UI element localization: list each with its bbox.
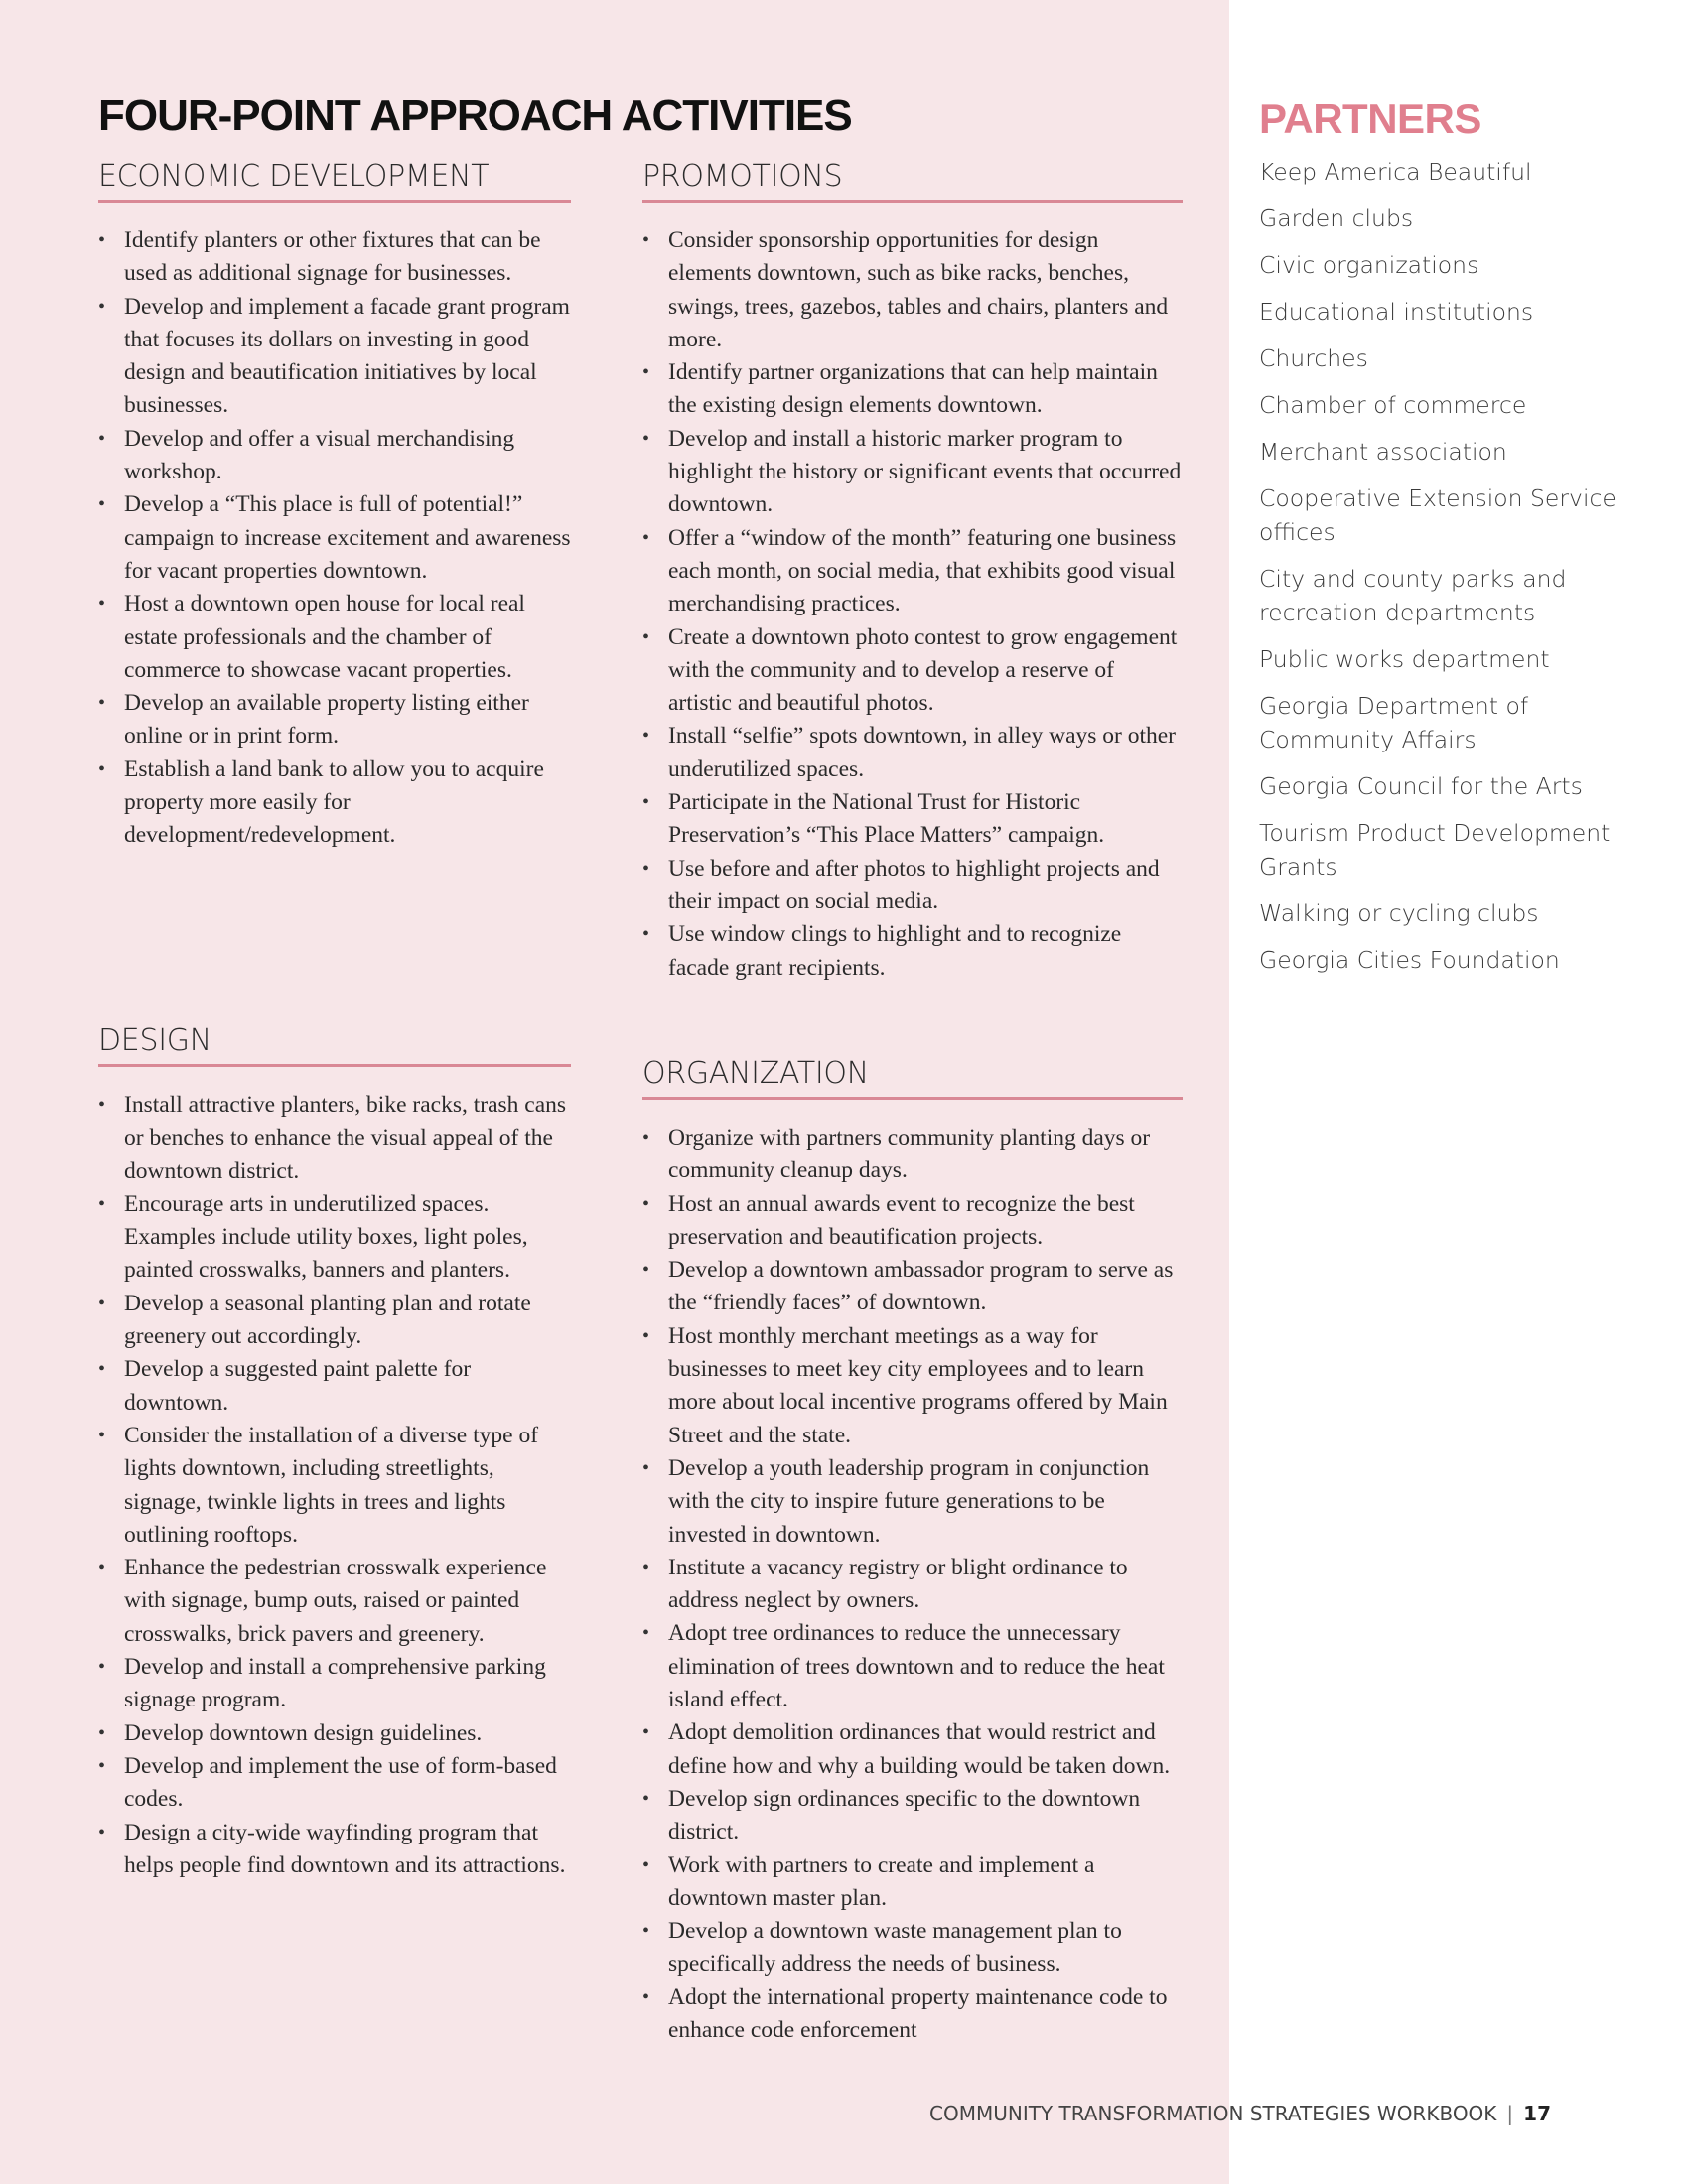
bullet-item: • Work with partners to create and implement a downtown master plan. bbox=[642, 1849, 1183, 1916]
partner-item: Georgia Council for the Arts bbox=[1259, 772, 1583, 800]
bullet-item: • Institute a vacancy registry or blight ordinance to address neglect by owners. bbox=[642, 1552, 1183, 1618]
partners-heading: PARTNERS bbox=[1259, 95, 1481, 142]
bullet-item: • Participate in the National Trust for Historic Preservation’s “This Place Matters” campaign. bbox=[642, 786, 1183, 853]
partner-item: City and county parks and recreation departments bbox=[1259, 565, 1567, 626]
bullet-item: • Develop and offer a visual merchandising workshop. bbox=[98, 423, 571, 489]
bullet-item: • Encourage arts in underutilized spaces. Examples include utility boxes, light poles, painted crosswalks, banners and planters. bbox=[98, 1188, 571, 1288]
bullet-item: • Host an annual awards event to recognize the best preservation and beautification projects. bbox=[642, 1188, 1183, 1255]
partner-item: Churches bbox=[1259, 344, 1368, 372]
bullet-item: • Consider the installation of a diverse type of lights downtown, including streetlights, signage, twinkle lights in trees and lights outlining rooftops. bbox=[98, 1420, 571, 1552]
organization-section bbox=[642, 1056, 1183, 2047]
bullet-item: • Develop a youth leadership program in conjunction with the city to inspire future generations to be invested in downtown. bbox=[642, 1452, 1183, 1552]
bullet-item: • Develop an available property listing either online or in print form. bbox=[98, 687, 571, 753]
bullet-item: • Enhance the pedestrian crosswalk experience with signage, bump outs, raised or painted crosswalks, brick pavers and greenery. bbox=[98, 1552, 571, 1651]
promotions-heading: PROMOTIONS bbox=[642, 159, 1183, 203]
bullet-item: • Develop and implement the use of form-based codes. bbox=[98, 1750, 571, 1817]
design-list bbox=[98, 1089, 571, 1882]
bullet-item: • Develop and implement a facade grant program that focuses its dollars on investing in good design and beautification initiatives by local businesses. bbox=[98, 291, 571, 423]
bullet-item: • Organize with partners community planting days or community cleanup days. bbox=[642, 1122, 1183, 1188]
bullet-item: • Identify partner organizations that can help maintain the existing design elements downtown. bbox=[642, 356, 1183, 423]
economic-development-list bbox=[98, 224, 571, 853]
footer-separator: | bbox=[1506, 2102, 1514, 2125]
bullet-item: • Consider sponsorship opportunities for design elements downtown, such as bike racks, benches, swings, trees, gazebos, tables and chairs, planters and more. bbox=[642, 224, 1183, 356]
organization-heading: ORGANIZATION bbox=[642, 1056, 1183, 1100]
bullet-item: • Adopt demolition ordinances that would restrict and define how and why a building would be taken down. bbox=[642, 1716, 1183, 1783]
design-heading: DESIGN bbox=[98, 1024, 571, 1067]
bullet-item: • Use window clings to highlight and to recognize facade grant recipients. bbox=[642, 918, 1183, 985]
bullet-item: • Install “selfie” spots downtown, in alley ways or other underutilized spaces. bbox=[642, 720, 1183, 786]
bullet-item: • Develop and install a historic marker program to highlight the history or significant events that occurred downtown. bbox=[642, 423, 1183, 522]
partner-item: Georgia Department of Community Affairs bbox=[1259, 692, 1529, 753]
economic-development-heading: ECONOMIC DEVELOPMENT bbox=[98, 159, 571, 203]
partner-item: Walking or cycling clubs bbox=[1259, 899, 1539, 927]
bullet-item: • Identify planters or other fixtures that can be used as additional signage for businesses. bbox=[98, 224, 571, 291]
bullet-item: • Establish a land bank to allow you to acquire property more easily for development/redevelopment. bbox=[98, 753, 571, 853]
bullet-item: • Adopt tree ordinances to reduce the unnecessary elimination of trees downtown and to reduce the heat island effect. bbox=[642, 1617, 1183, 1716]
bullet-item: • Design a city-wide wayfinding program that helps people find downtown and its attractions. bbox=[98, 1817, 571, 1883]
design-section bbox=[98, 1024, 571, 1882]
bullet-item: • Develop a downtown waste management plan to specifically address the needs of business. bbox=[642, 1915, 1183, 1981]
economic-development-section bbox=[98, 159, 571, 853]
bullet-item: • Use before and after photos to highlight projects and their impact on social media. bbox=[642, 853, 1183, 919]
bullet-item: • Install attractive planters, bike racks, trash cans or benches to enhance the visual appeal of the downtown district. bbox=[98, 1089, 571, 1188]
partner-item: Georgia Cities Foundation bbox=[1259, 946, 1560, 974]
bullet-item: • Develop a suggested paint palette for downtown. bbox=[98, 1353, 571, 1420]
partner-item: Civic organizations bbox=[1259, 251, 1479, 279]
bullet-item: • Host a downtown open house for local real estate professionals and the chamber of commerce to showcase vacant properties. bbox=[98, 588, 571, 687]
partner-item: Tourism Product Development Grants bbox=[1259, 819, 1611, 881]
partner-item: Keep America Beautiful bbox=[1259, 158, 1532, 186]
partners-list bbox=[1259, 155, 1656, 977]
partner-item: Chamber of commerce bbox=[1259, 391, 1527, 419]
bullet-item: • Develop a downtown ambassador program to serve as the “friendly faces” of downtown. bbox=[642, 1254, 1183, 1320]
bullet-item: • Adopt the international property maintenance code to enhance code enforcement bbox=[642, 1981, 1183, 2048]
partner-item: Cooperative Extension Service offices bbox=[1259, 484, 1617, 546]
page-number: 17 bbox=[1523, 2102, 1552, 2125]
bullet-item: • Create a downtown photo contest to grow engagement with the community and to develop a reserve of artistic and beautiful photos. bbox=[642, 621, 1183, 721]
bullet-item: • Develop a “This place is full of potential!” campaign to increase excitement and awareness for vacant properties downtown. bbox=[98, 488, 571, 588]
partner-item: Merchant association bbox=[1259, 438, 1507, 466]
footer-title: COMMUNITY TRANSFORMATION STRATEGIES WORKBOOK bbox=[929, 2102, 1497, 2125]
organization-list bbox=[642, 1122, 1183, 2047]
bullet-item: • Host monthly merchant meetings as a way for businesses to meet key city employees and to learn more about local incentive programs offered by Main Street and the state. bbox=[642, 1320, 1183, 1452]
bullet-item: • Develop and install a comprehensive parking signage program. bbox=[98, 1651, 571, 1717]
page-title: FOUR-POINT APPROACH ACTIVITIES bbox=[98, 91, 852, 140]
partner-item: Public works department bbox=[1259, 645, 1550, 673]
promotions-list bbox=[642, 224, 1183, 985]
bullet-item: • Offer a “window of the month” featuring one business each month, on social media, that exhibits good visual merchandising practices. bbox=[642, 522, 1183, 621]
bullet-item: • Develop downtown design guidelines. bbox=[98, 1717, 571, 1750]
page-footer bbox=[929, 2102, 1551, 2125]
partner-item: Garden clubs bbox=[1259, 205, 1414, 232]
bullet-item: • Develop a seasonal planting plan and rotate greenery out accordingly. bbox=[98, 1288, 571, 1354]
bullet-item: • Develop sign ordinances specific to the downtown district. bbox=[642, 1783, 1183, 1849]
partners-sidebar bbox=[1259, 95, 1656, 990]
partner-item: Educational institutions bbox=[1259, 298, 1534, 326]
promotions-section bbox=[642, 159, 1183, 985]
